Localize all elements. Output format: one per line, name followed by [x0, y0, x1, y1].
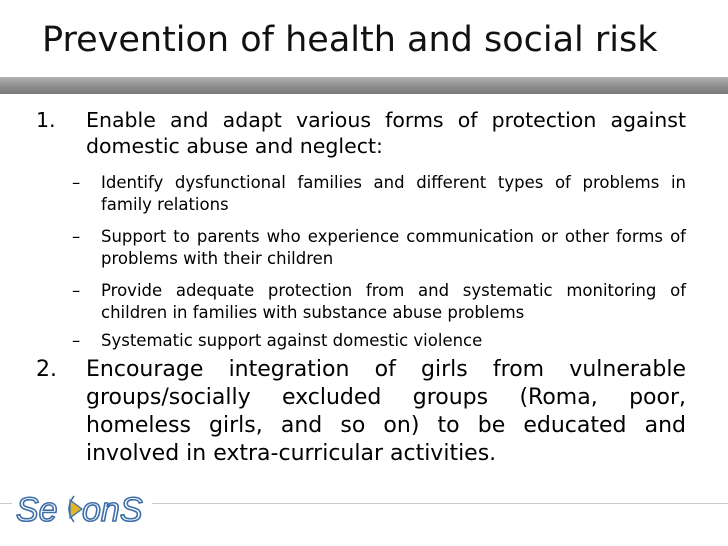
title-divider-bar [0, 77, 728, 94]
bullet-dash: – [72, 331, 81, 350]
numbered-item-2 [36, 356, 686, 476]
item-text: Enable and adapt various forms of protection against domestic abuse and neglect: [86, 108, 686, 158]
numbered-item-1 [36, 107, 686, 177]
item-number: 1. [36, 108, 56, 132]
sub-bullet-text: Systematic support against domestic violence [101, 331, 483, 350]
item-number: 2. [36, 357, 57, 382]
sub-bullet-4 [72, 330, 686, 352]
logo-text-right: onS [82, 491, 143, 529]
sub-bullet-text: Provide adequate protection from and systematic monitoring of children in families with substance abuse problems [101, 281, 686, 322]
slide-title: Prevention of health and social risk [42, 20, 658, 60]
bullet-dash: – [72, 173, 81, 192]
sub-bullet-3 [72, 280, 686, 324]
bullet-dash: – [72, 227, 81, 246]
secons-logo [12, 486, 152, 532]
sub-bullet-1 [72, 172, 686, 216]
item-text: Encourage integration of girls from vulnerable groups/socially excluded groups (Roma, poor, homeless girls, and so on) to be educated and involved in extra-curricular activities. [86, 357, 686, 466]
bullet-dash: – [72, 281, 81, 300]
sub-bullet-text: Identify dysfunctional families and different types of problems in family relations [101, 173, 686, 214]
sub-bullet-2 [72, 226, 686, 270]
logo-text-left: Se [16, 491, 58, 529]
sub-bullet-text: Support to parents who experience communication or other forms of problems with their children [101, 227, 686, 268]
